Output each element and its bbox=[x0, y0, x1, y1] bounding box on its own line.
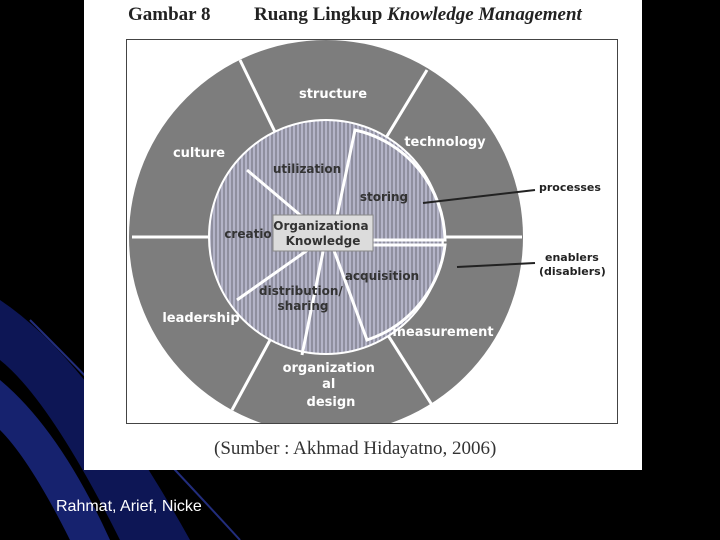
figure-caption bbox=[128, 4, 648, 30]
label-storing: storing bbox=[359, 190, 409, 204]
source-citation: (Sumber : Akhmad Hidayatno, 2006) bbox=[214, 438, 497, 459]
label-processes: processes bbox=[539, 181, 601, 194]
core-label: Organizationa Knowledge bbox=[273, 219, 369, 248]
label-measurement: measurement bbox=[392, 325, 494, 340]
label-creation: creatio bbox=[224, 227, 272, 241]
label-organizational-design: organization al design bbox=[282, 361, 375, 410]
label-leadership: leadership bbox=[162, 311, 240, 326]
label-distribution: distribution/ sharing bbox=[259, 284, 343, 313]
label-culture: culture bbox=[172, 146, 226, 161]
slide-image bbox=[84, 0, 642, 470]
figure-number: Gambar 8 bbox=[128, 4, 211, 25]
figure-title: Ruang Lingkup bbox=[254, 4, 383, 25]
label-structure: structure bbox=[298, 87, 368, 102]
diagram-frame bbox=[126, 39, 618, 424]
label-utilization: utilization bbox=[272, 162, 342, 176]
label-enablers: enablers (disablers) bbox=[539, 251, 606, 278]
label-acquisition: acquisition bbox=[344, 269, 420, 283]
label-technology: technology bbox=[404, 135, 486, 150]
figure-title-italic: Knowledge Management bbox=[387, 4, 582, 25]
footer-authors: Rahmat, Arief, Nicke bbox=[56, 498, 202, 515]
km-scope-diagram bbox=[127, 40, 617, 423]
